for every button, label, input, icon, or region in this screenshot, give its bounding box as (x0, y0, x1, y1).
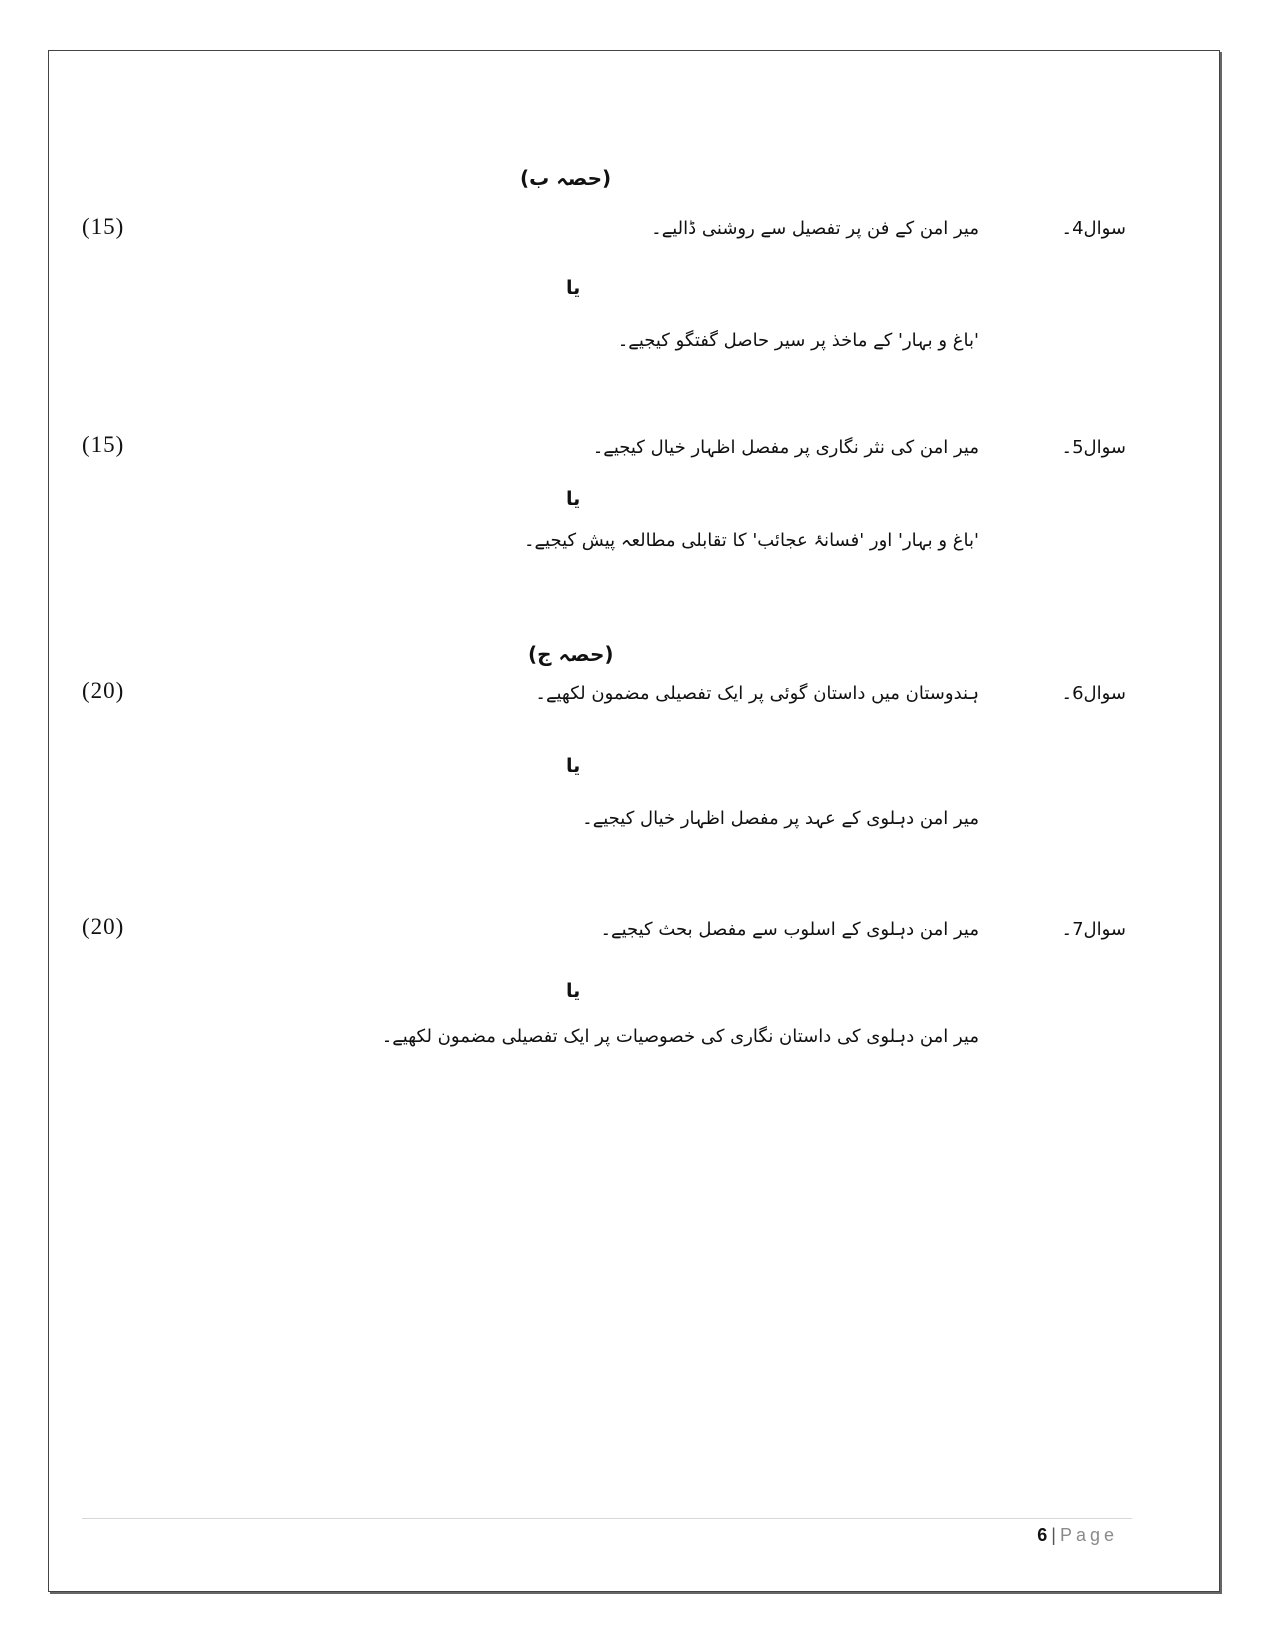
section-heading-c: (حصہ ج) (528, 642, 614, 666)
question-4-or: یا (566, 277, 581, 299)
question-4-text: میر امن کے فن پر تفصیل سے روشنی ڈالیے۔ (651, 218, 979, 239)
question-5-alt-text: 'باغ و بہار' اور 'فسانۂ عجائب' کا تقابلی مطالعہ پیش کیجیے۔ (523, 530, 979, 551)
footer-divider (82, 1518, 1132, 1519)
question-6-alt-text: میر امن دہلوی کے عہد پر مفصل اظہار خیال کیجیے۔ (582, 808, 979, 829)
question-5-marks: (15) (82, 432, 125, 457)
question-5-number: سوال5۔ (1061, 437, 1126, 458)
question-6-or: یا (566, 755, 581, 777)
question-5-or: یا (566, 488, 581, 510)
page-number: 6 (1037, 1525, 1048, 1545)
question-6-text: ہندوستان میں داستان گوئی پر ایک تفصیلی مضمون لکھیے۔ (535, 683, 979, 704)
question-5-text: میر امن کی نثر نگاری پر مفصل اظہار خیال کیجیے۔ (592, 437, 979, 458)
question-7-text: میر امن دہلوی کے اسلوب سے مفصل بحث کیجیے۔ (600, 919, 979, 940)
question-6-marks: (20) (82, 678, 125, 703)
question-4-alt-text: 'باغ و بہار' کے ماخذ پر سیر حاصل گفتگو کیجیے۔ (617, 330, 979, 351)
question-7-or: یا (566, 980, 581, 1002)
section-heading-b: (حصہ ب) (520, 166, 612, 190)
question-4-number: سوال4۔ (1061, 218, 1126, 239)
question-4-marks: (15) (82, 214, 125, 239)
page-word: Page (1059, 1525, 1118, 1545)
question-7-number: سوال7۔ (1061, 919, 1126, 940)
page-footer (1037, 1525, 1118, 1546)
question-7-alt-text: میر امن دہلوی کی داستان نگاری کی خصوصیات پر ایک تفصیلی مضمون لکھیے۔ (381, 1026, 979, 1047)
question-6-number: سوال6۔ (1061, 683, 1126, 704)
page-separator: | (1051, 1525, 1056, 1545)
question-7-marks: (20) (82, 914, 125, 939)
